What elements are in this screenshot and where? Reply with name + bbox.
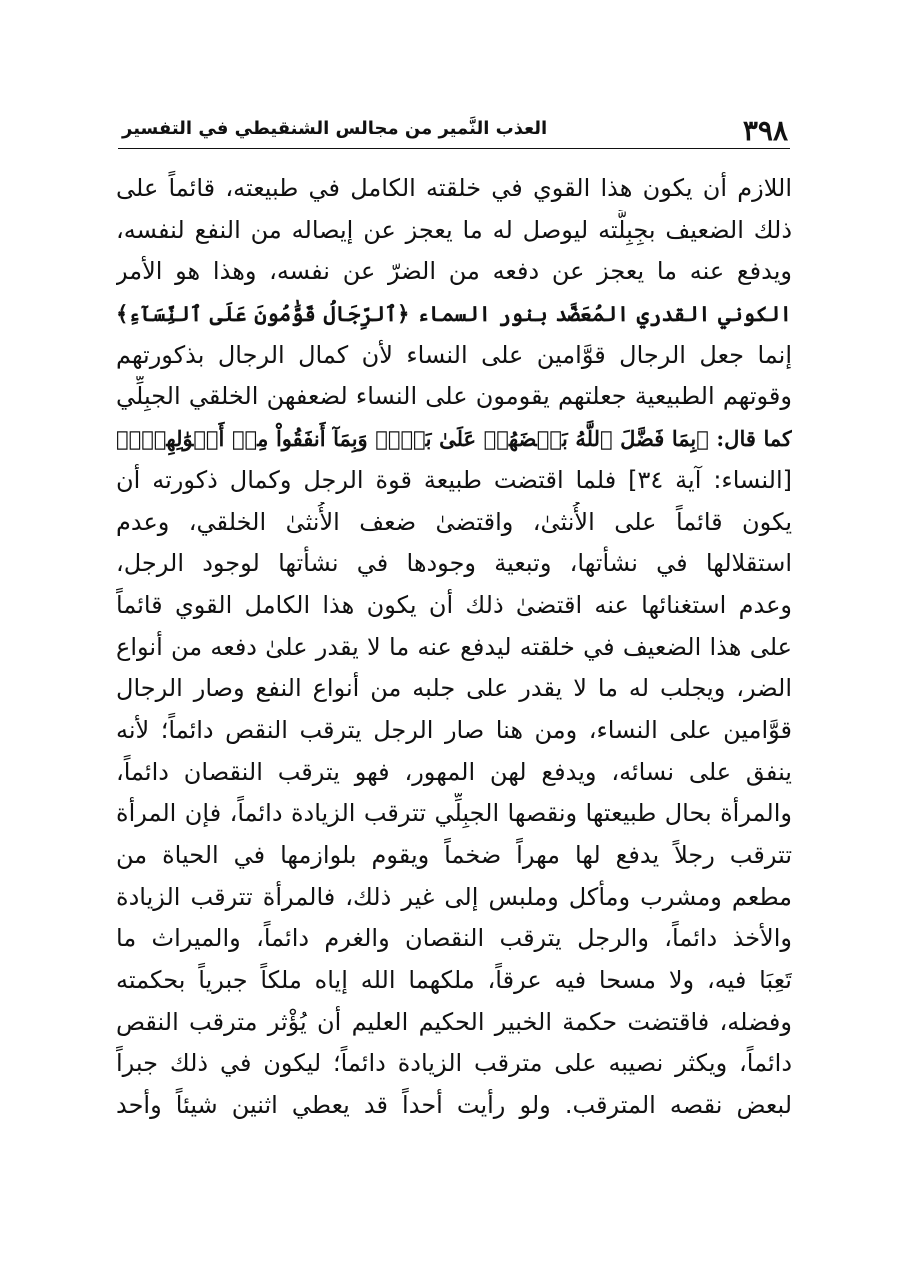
text-line: وفضله، فاقتضت حكمة الخبير الحكيم العليم أن يُؤْثر مترقب النقص: [116, 1007, 792, 1036]
body-text: [116, 168, 792, 1127]
header-rule: [118, 148, 790, 149]
text-line: الضر، ويجلب له ما لا يقدر على جلبه من أنواع النفع وصار الرجال: [116, 674, 792, 703]
text-line: [النساء: آية ٣٤] فلما اقتضت طبيعة قوة الرجل وكمال ذكورته أن: [116, 465, 792, 494]
running-title: العذب النَّمير من مجالس الشنقيطي في التفسير: [122, 118, 548, 139]
text-line: على هذا الضعيف في خلقته ليدفع عنه ما لا يقدر علىٰ دفعه من أنواع: [116, 632, 792, 661]
text-line: ذلك الضعيف بجِبِلَّته ليوصل له ما يعجز عن إيصاله من النفع لنفسه،: [116, 215, 792, 244]
text-line: والمرأة بحال طبيعتها ونقصها الجبِلِّي تترقب الزيادة دائماً، فإن المرأة: [116, 799, 792, 828]
text-line: وعدم استغنائها عنه اقتضىٰ ذلك أن يكون هذا الكامل القوي قائماً: [116, 590, 792, 619]
text-line: قوَّامين على النساء، ومن هنا صار الرجل يترقب النقص دائماً؛ لأنه: [116, 715, 792, 744]
page-header: [118, 108, 788, 148]
text-line: تترقب رجلاً يدفع لها مهراً ضخماً ويقوم بلوازمها في الحياة من: [116, 841, 792, 869]
text-line: مطعم ومشرب ومأكل وملبس إلى غير ذلك، فالمرأة تترقب الزيادة: [116, 882, 792, 911]
text-line: والأخذ دائماً، والرجل يترقب النقصان والغرم دائماً، والميراث ما: [116, 924, 792, 953]
text-line: ينفق على نسائه، ويدفع لهن المهور، فهو يترقب النقصان دائماً،: [116, 757, 792, 786]
text-line: إنما جعل الرجال قوَّامين على النساء لأن كمال الرجال بذكورتهم: [116, 340, 792, 369]
text-line-quran-verse: كما قال: ﴿بِمَا فَضَّلَ ٱللَّهُ بَعۡضَهُمۡ عَلَىٰ بَعۡضٖ وَبِمَآ أَنفَقُواْ مِنۡ أَمۡوَٰلِهِمۡۚ﴾: [116, 426, 792, 452]
text-line-quran-verse: الكوني القدري المُعَضَّد بنور السماء ﴿ٱلرِّجَالُ قَوَّٰمُونَ عَلَى ٱلنِّسَآءِ﴾: [116, 301, 792, 327]
page-number: ٣٩٨: [742, 114, 788, 147]
text-line: استقلالها في نشأتها، وتبعية وجودها في نشأتها لوجود الرجل،: [116, 549, 792, 578]
text-line: وقوتهم الطبيعية جعلتهم يقومون على النساء لضعفهن الخلقي الجبِلِّي: [116, 382, 792, 411]
text-line: تَعِبَا فيه، ولا مسحا فيه عرقاً، ملكهما الله إياه ملكاً جبرياً بحكمته: [116, 966, 792, 995]
text-line: دائماً، ويكثر نصيبه على مترقب الزيادة دائماً؛ ليكون في ذلك جبراً: [116, 1049, 792, 1078]
text-line: ويدفع عنه ما يعجز عن دفعه من الضرّ عن نفسه، وهذا هو الأمر: [116, 257, 792, 286]
text-line: لبعض نقصه المترقب. ولو رأيت أحداً قد يعطي اثنين شيئاً وأحد: [116, 1091, 792, 1120]
text-line: اللازم أن يكون هذا القوي في خلقته الكامل في طبيعته، قائماً على: [116, 174, 792, 202]
text-line: يكون قائماً على الأُنثىٰ، واقتضىٰ ضعف الأُنثىٰ الخلقي، وعدم: [116, 507, 792, 536]
